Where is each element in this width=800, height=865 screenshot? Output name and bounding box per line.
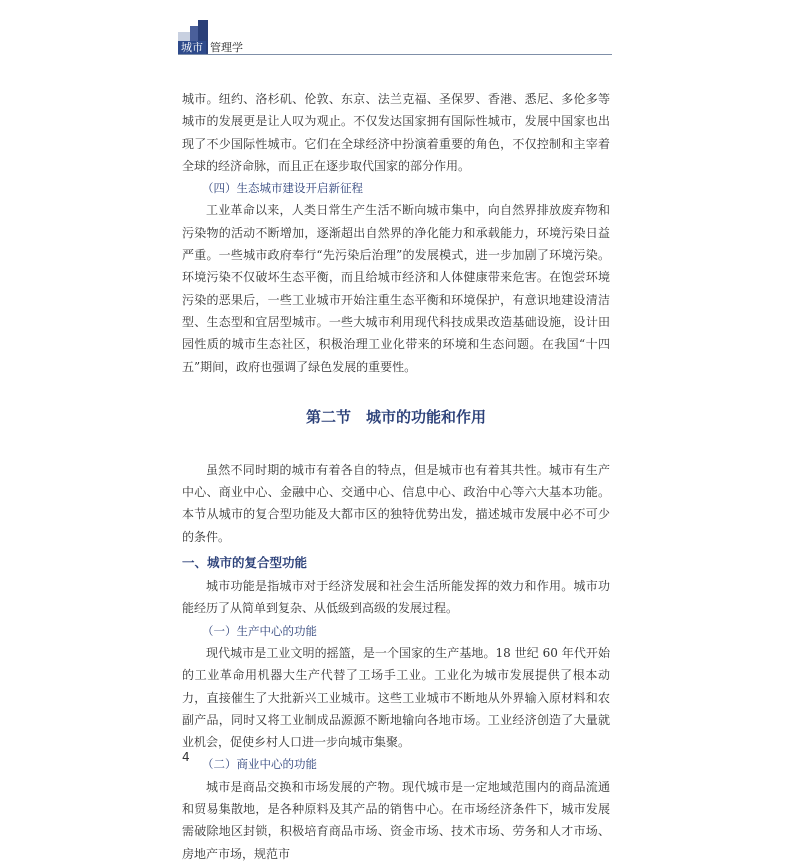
- paragraph-3: 虽然不同时期的城市有着各自的特点，但是城市也有着其共性。城市有生产中心、商业中心、金融中心、交通中心、信息中心、政治中心等六大基本功能。本节从城市的复合型功能及大都市区的独特优势出发，描述城市发展中必不可少的条件。: [182, 462, 610, 544]
- page-content: [182, 88, 610, 865]
- paragraph-6: 城市是商品交换和市场发展的产物。现代城市是一定地域范围内的商品流通和贸易集散地，是各种原料及其产品的销售中心。在市场经济条件下，城市发展需破除地区封锁，积极培育商品市场、资金市场、技术市场、劳务和人才市场、房地产市场，规范市: [182, 779, 610, 861]
- subheading-production-center: （一）生产中心的功能: [202, 623, 317, 638]
- header-tag: 城市: [178, 41, 206, 55]
- heading-composite-functions: 一、城市的复合型功能: [182, 555, 308, 571]
- paragraph-5: 现代城市是工业文明的摇篮，是一个国家的生产基地。18 世纪 60 年代开始的工业革命用机器大生产代替了工场手工业。工业化为城市发展提供了根本动力，直接催生了大批新兴工业城市。这些工业城市不断地从外界输入原材料和农副产品，同时又将工业制成品源源不断地输向各地市场。工业经济创造了大量就业机会，促使乡村人口进一步向城市集聚。: [182, 645, 610, 750]
- header-title: 管理学: [210, 41, 243, 54]
- paragraph-4: 城市功能是指城市对于经济发展和社会生活所能发挥的效力和作用。城市功能经历了从简单到复杂、从低级到高级的发展过程。: [182, 579, 610, 616]
- page-number: 4: [182, 750, 190, 764]
- subheading-commerce-center: （二）商业中心的功能: [202, 757, 317, 772]
- paragraph-1: 城市。纽约、洛杉矶、伦敦、东京、法兰克福、圣保罗、香港、悉尼、多伦多等城市的发展更是让人叹为观止。不仅发达国家拥有国际性城市，发展中国家也出现了不少国际性城市。它们在全球经济中扮演着重要的角色，不仅控制和主宰着全球的经济命脉，而且正在逐步取代国家的部分作用。: [182, 92, 610, 173]
- section-title: 第二节 城市的功能和作用: [305, 407, 486, 426]
- paragraph-2: 工业革命以来，人类日常生产生活不断向城市集中，向自然界排放废弃物和污染物的活动不断增加，逐渐超出自然界的净化能力和承载能力，环境污染日益严重。一些城市政府奉行“先污染后治理”的发展模式，进一步加剧了环境污染。环境污染不仅破坏生态平衡，而且给城市经济和人体健康带来危害。在饱尝环境污染的恶果后，一些工业城市开始注重生态平衡和环境保护，有意识地建设清洁型、生态型和宜居型城市。一些大城市利用现代科技成果改造基础设施，设计田园性质的城市生态社区，积极治理工业化带来的环境和生态问题。在我国“十四五”期间，政府也强调了绿色发展的重要性。: [182, 203, 610, 374]
- header-rule: [178, 54, 612, 55]
- subheading-eco-city: （四）生态城市建设开启新征程: [202, 181, 363, 196]
